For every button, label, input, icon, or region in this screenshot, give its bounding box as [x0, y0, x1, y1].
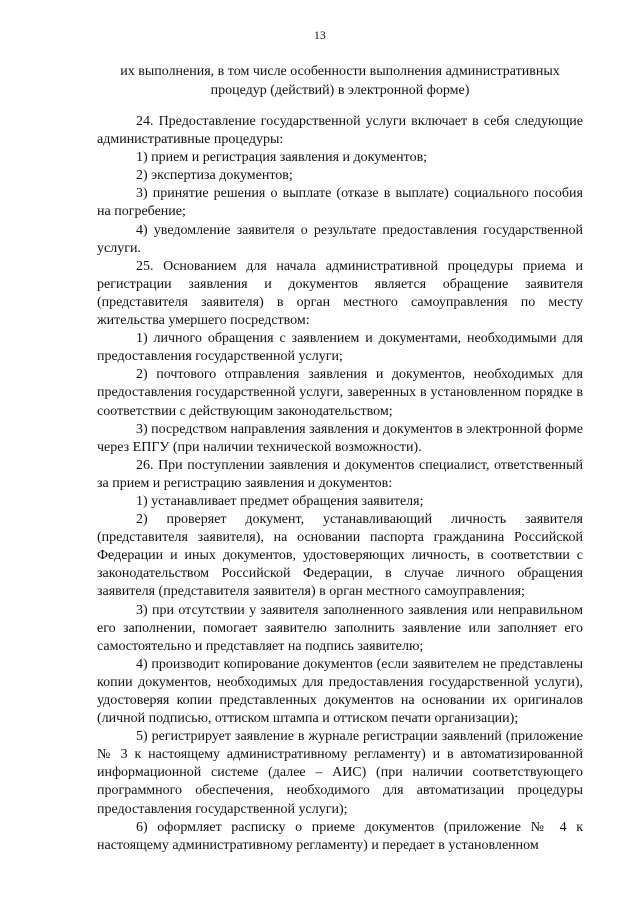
paragraph-26: 26. При поступлении заявления и документов специалист, ответственный за прием и регистрацию заявления и документов: — [97, 457, 583, 491]
list-item-26-5: 5) регистрирует заявление в журнале регистрации заявлений (приложение № 3 к настоящему административному регламенту) и в автоматизированной информационной системе (далее – АИС) (при наличии соответствующего программного обеспечения, необходимого для автоматизации процедуры предоставления государственной услуги); — [97, 729, 583, 817]
section-heading-line-1: их выполнения, в том числе особенности выполнения административных — [120, 64, 560, 79]
list-item-26-2: 2) проверяет документ, устанавливающий личность заявителя (представителя заявителя), на основании паспорта гражданина Российской Федерации и иных документов, удостоверяющих личность, в соответствии с законодательством Российской Федерации, в случае личного обращения заявителя (представителя заявителя) в орган местного самоуправления; — [97, 512, 583, 600]
document-body — [97, 113, 583, 855]
list-item-26-1: 1) устанавливает предмет обращения заявителя; — [136, 493, 424, 509]
list-item-26-4: 4) производит копирование документов (если заявителем не представлены копии документов, необходимых для предоставления государственной услуги), удостоверяя копии представленных документов на основании их оригиналов (личной подписью, оттиском штампа и оттиском печати организации); — [97, 656, 583, 727]
section-heading-line-2: процедур (действий) в электронной форме) — [210, 83, 470, 98]
list-item-24-2: 2) экспертиза документов; — [136, 168, 293, 184]
list-item-25-1: 1) личного обращения с заявлением и документами, необходимыми для предоставления государственной услуги; — [97, 331, 583, 365]
list-item-26-3: 3) при отсутствии у заявителя заполненного заявления или неправильном его заполнении, помогает заявителю заполнить заявление или заполняет его самостоятельно и представляет на подпись заявителю; — [97, 602, 583, 654]
paragraph-25: 25. Основанием для начала административной процедуры приема и регистрации заявления и документов является обращение заявителя (представителя заявителя) в орган местного самоуправления по месту жительства умершего посредством: — [97, 258, 583, 329]
section-heading — [97, 62, 583, 100]
page-number: 13 — [314, 30, 326, 42]
paragraph-24: 24. Предоставление государственной услуги включает в себя следующие административные процедуры: — [97, 114, 583, 148]
list-item-25-2: 2) почтового отправления заявления и документов, необходимых для предоставления государственной услуги, заверенных в установленном порядке в соответствии с действующим законодательством; — [97, 367, 583, 419]
list-item-26-6: 6) оформляет расписку о приеме документов (приложение № 4 к настоящему административному регламенту) и передает в установленном — [97, 819, 583, 853]
list-item-24-3: 3) принятие решения о выплате (отказе в выплате) социального пособия на погребение; — [97, 186, 583, 220]
list-item-24-1: 1) прием и регистрация заявления и документов; — [136, 150, 428, 166]
list-item-25-3: 3) посредством направления заявления и документов в электронной форме через ЕПГУ (при наличии технической возможности). — [97, 421, 583, 455]
list-item-24-4: 4) уведомление заявителя о результате предоставления государственной услуги. — [97, 222, 583, 256]
